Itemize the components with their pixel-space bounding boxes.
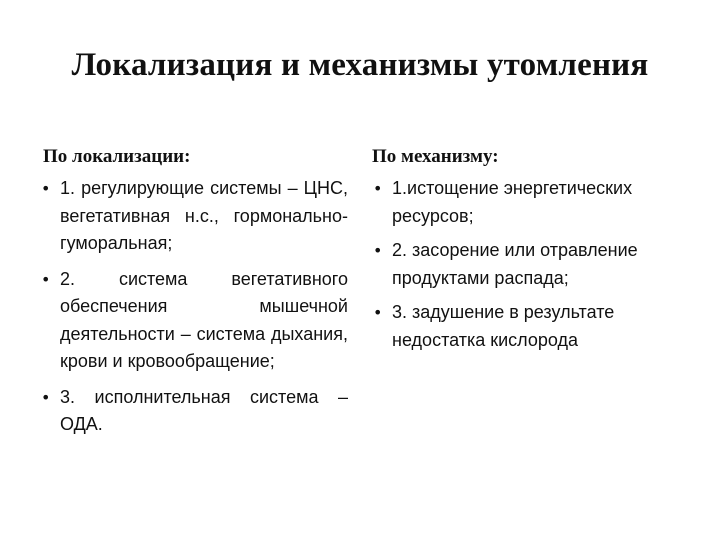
list-item-text: 1. регулирующие системы – ЦНС, вегетативная н.с., гормонально-гуморальная; [60, 178, 348, 253]
mechanism-list [372, 175, 692, 354]
localization-list [40, 175, 348, 439]
bullet-icon: • [41, 269, 51, 289]
bullet-icon: • [373, 303, 383, 322]
list-item-text: 2. система вегетативного обеспечения мышечной деятельности – система дыхания, крови и кровообращение; [60, 268, 348, 371]
list-item [372, 237, 692, 292]
list-item-text: 3. задушение в результате недостатка кислорода [392, 302, 615, 350]
bullet-icon: • [373, 241, 383, 260]
slide-title: Локализация и механизмы утомления [71, 47, 649, 83]
list-item-text: 1.истощение энергетических ресурсов; [392, 178, 633, 226]
bullet-icon: • [373, 179, 383, 198]
list-item-text: 2. засорение или отравление продуктами распада; [392, 240, 638, 288]
list-item [372, 299, 692, 354]
localization-heading: По локализации: [43, 146, 191, 167]
list-item [40, 384, 348, 439]
localization-column [40, 142, 348, 447]
list-item [40, 266, 348, 376]
bullet-icon: • [41, 387, 51, 407]
list-item [372, 175, 692, 230]
mechanism-heading: По механизму: [372, 146, 499, 167]
bullet-icon: • [41, 179, 51, 198]
list-item-text: 3. исполнительная система – ОДА. [60, 386, 348, 434]
list-item [40, 175, 348, 258]
mechanism-column [372, 142, 692, 361]
